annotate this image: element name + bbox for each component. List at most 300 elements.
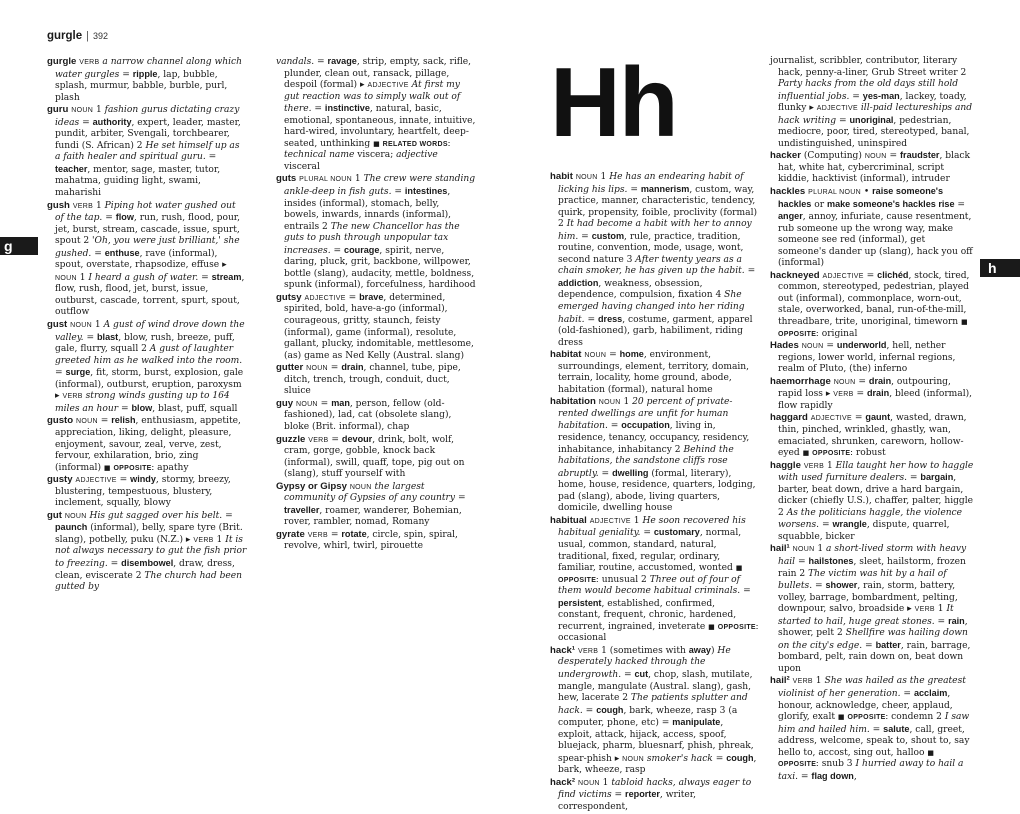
dictionary-entry: [550, 645, 760, 777]
entry-ex: a narrow channel along which water gurgles: [55, 57, 242, 80]
entry-t: =: [621, 669, 635, 680]
entry-pos: VERB: [914, 606, 935, 614]
entry-t: =: [819, 520, 833, 531]
entry-headword: habit: [550, 171, 573, 182]
entry-headword: gusto: [47, 415, 74, 427]
entry-syn: salute: [883, 723, 910, 734]
dictionary-entry: [47, 319, 247, 415]
entry-t: 1: [352, 174, 364, 185]
entry-headword: hack¹: [550, 644, 576, 656]
entry-t: =: [849, 91, 863, 102]
entry-t: snub 3: [818, 759, 856, 770]
entry-syn: blast: [96, 331, 119, 342]
entry-syn: enthuse: [104, 247, 140, 258]
entry-ex: adjective: [396, 150, 438, 161]
dictionary-entry: [47, 510, 247, 594]
entry-syn: unoriginal: [849, 114, 894, 125]
entry-t: =: [345, 292, 360, 303]
entry-t: =: [584, 314, 598, 325]
entry-ex: a short-lived storm with heavy hail: [778, 544, 967, 567]
entry-t: , person, fellow (old-fashioned), lad, cat (obsolete slang), bloke (Brit. informal), chap: [284, 398, 452, 432]
entry-syn: wrangle: [832, 519, 867, 530]
dictionary-entry: [47, 56, 247, 104]
entry-pos: NOUN: [622, 755, 644, 763]
dictionary-entry: [47, 415, 247, 474]
entry-lab: OPPOSITE:: [778, 761, 819, 769]
entry-pos: VERB: [307, 531, 328, 539]
entry-t: 1: [93, 105, 105, 116]
entry-pos: NOUN: [792, 546, 815, 554]
entry-t: , expert, leader, master, pundit, arbiter, Svengali, torchbearer, fundi (S. African) 2: [55, 117, 241, 151]
dictionary-entry: [770, 460, 975, 544]
entry-syn: fraudster: [900, 150, 940, 161]
entry-t: , roamer, wanderer, Bohemian, rover, rambler, nomad, Romany: [284, 505, 462, 528]
entry-pos: NOUN: [833, 378, 856, 386]
entry-pos: ADJECTIVE: [816, 105, 858, 113]
entry-sq: ■: [708, 622, 715, 631]
entry-pos: VERB: [79, 59, 100, 66]
entry-pos: VERB: [833, 391, 854, 399]
entry-ex: I hurried away to hail a taxi.: [778, 759, 964, 782]
thumb-tab-g[interactable]: g: [0, 237, 38, 255]
entry-ex: fashion gurus dictating crazy ideas: [55, 105, 240, 128]
entry-t: 1: [599, 777, 612, 788]
entry-syn: customary: [653, 527, 700, 538]
entry-pos: NOUN: [76, 418, 98, 426]
entry-t: , sleet, hailstorm, frozen rain 2: [778, 556, 966, 579]
entry-t: , custom, way, practice, manner, characteristic, tendency, quirk, propensity, foible, proclivity (formal) 2: [558, 184, 758, 230]
entry-t: , blast, puff, squall: [152, 403, 238, 414]
entry-t: =: [83, 332, 97, 343]
entry-t: =: [627, 184, 641, 195]
entry-t: , lap, bubble, splash, murmur, babble, burble, purl, plash: [55, 69, 228, 103]
entry-syn: yes-man: [862, 90, 900, 101]
dictionary-entry: [770, 675, 975, 783]
entry-ex: Ella taught her how to haggle with used furniture dealers.: [778, 460, 974, 484]
entry-t: 1: [814, 544, 827, 555]
entry-t: visceral: [284, 161, 320, 172]
entry-ex: His gut sagged over his belt.: [86, 510, 223, 521]
entry-t: 1 (sometimes with: [598, 645, 689, 656]
entry-t: =: [328, 434, 342, 445]
entry-pos: NOUN: [295, 400, 318, 408]
entry-t: =: [862, 640, 876, 651]
entry-syn: home: [619, 349, 644, 360]
entry-t: =: [954, 199, 966, 210]
entry-headword: guts: [276, 173, 297, 185]
dictionary-entry: [276, 434, 476, 481]
entry-t: , flow, rush, flood, jet, burst, issue, outburst, cascade, torrent, spurt, spout, outflow: [55, 272, 245, 318]
dictionary-entry: [770, 150, 975, 186]
entry-t: =: [455, 493, 466, 504]
entry-pos: NOUN: [349, 483, 372, 491]
dictionary-entry: [276, 292, 476, 362]
entry-t: viscera;: [354, 150, 397, 161]
entry-lab: OPPOSITE:: [113, 464, 155, 472]
entry-headword: habitual: [550, 514, 587, 526]
entry-t: , blow, rush, breeze, puff, gale, flurry, squall 2: [55, 332, 235, 355]
entry-headword: gush: [47, 199, 70, 211]
entry-t: , spirit, nerve, daring, pluck, grit, backbone, willpower, bottle (slang), audacity, mettle, boldness, spunk (informal), forcefulness, hardihood: [284, 245, 476, 291]
dictionary-entry: [550, 777, 760, 814]
entry-ex: She was hailed as the greatest violinist of her generation.: [778, 676, 966, 699]
dictionary-entry: [276, 398, 476, 434]
entry-t: =: [607, 421, 622, 432]
entry-headword: hack²: [550, 776, 576, 788]
entry-headword: hackles: [770, 186, 806, 198]
entry-syn: manipulate: [672, 717, 721, 728]
entry-t: =: [934, 616, 949, 627]
entry-pos: NOUN: [64, 512, 87, 520]
entry-t: , rain, storm, battery, volley, barrage, bombardment, pelting, downpour, salvo, broadside ▸: [778, 581, 958, 615]
entry-t: =: [119, 69, 133, 80]
entry-ex: He desperately hacked through the undergrowth.: [558, 645, 731, 680]
entry-t: , weakness, obsession, dependence, compulsion, fixation 4: [558, 278, 725, 301]
entry-syn: blow: [131, 402, 153, 413]
entry-syn: disembowel: [121, 557, 174, 568]
entry-t: , shower, pelt 2: [778, 616, 968, 639]
entry-t: , mentor, sage, master, tutor, mahatma, guiding light, swami, maharishi: [55, 164, 221, 199]
entry-t: apathy: [154, 462, 189, 473]
entry-t: 1: [76, 272, 89, 283]
entry-t: , annoy, infuriate, cause resentment, rub someone up the wrong way, make someone see red (informal), get someone's dander up (slang), hack you off (informal): [778, 212, 973, 269]
entry-t: =: [91, 248, 105, 259]
entry-ex: The crew were standing ankle-deep in fish guts.: [284, 174, 476, 198]
entry-t: , bark, wheeze, rasp 3 (a computer, phone, etc) =: [558, 705, 738, 729]
entry-ex: A gust of wind drove down the valley.: [55, 320, 245, 343]
entry-pos: NOUN: [598, 399, 621, 407]
entry-t: =: [869, 724, 884, 735]
entry-t: =: [740, 586, 751, 597]
entry-t: 1: [597, 172, 610, 182]
entry-sq: ■: [927, 748, 934, 757]
entry-t: , barter, beat down, drive a hard bargain, dicker (chiefly U.S.), chaffer, palter, higgle 2: [778, 473, 974, 518]
entry-syn: underworld: [836, 340, 887, 351]
entry-syn: cough: [726, 752, 754, 763]
entry-pos: NOUN: [71, 107, 94, 115]
entry-t: =: [863, 270, 878, 281]
entry-syn: dwelling: [612, 467, 649, 478]
entry-headword: haemorrhage: [770, 375, 831, 387]
entry-syn: custom: [591, 230, 625, 241]
entry-t: =: [222, 510, 233, 521]
entry-t: , stormy, breezy, blustering, tempestuous, blustery, inclement, squally, blowy: [55, 475, 231, 509]
entry-ex: The church had been gutted by: [55, 570, 243, 593]
entry-ex: He set himself up as a faith healer and spiritual guru.: [55, 140, 240, 163]
entry-t: , outpouring, rapid loss ▸: [778, 376, 951, 400]
entry-syn: make someone's hackles rise: [826, 198, 955, 209]
dictionary-entry: [276, 56, 476, 173]
dictionary-entry: [770, 56, 975, 150]
dictionary-entry: [276, 362, 476, 398]
entry-t: =: [795, 556, 809, 567]
entry-ex: Shellfire was hailing down on the city's edge.: [778, 628, 968, 651]
entry-t: =: [851, 413, 866, 424]
entry-ex: the largest community of Gypsies of any country: [284, 481, 456, 504]
entry-t: =: [606, 350, 620, 361]
entry-syn: reporter: [625, 789, 660, 800]
entry-t: =: [55, 368, 66, 379]
entry-ex: The new Chancellor has the guts to push through unpopular tax increases.: [284, 221, 460, 256]
entry-t: , insides (informal), stomach, belly, bowels, inwards, innards (informal), entrails 2: [284, 187, 452, 232]
entry-ex: The victim was hit by a hail of bullets.: [778, 568, 947, 592]
entry-sq: ■: [961, 318, 968, 327]
entry-t: , exploit, attack, hijack, access, spoof, bluejack, pharm, bluesnarf, phish, phreak, spear-phish ▸: [558, 718, 754, 764]
entry-pos: NOUN: [577, 779, 600, 787]
entry-headword: gutsy: [276, 291, 302, 303]
entry-headword: gust: [47, 319, 68, 331]
entry-t: 1: [630, 515, 643, 526]
entry-t: , costume, garment, apparel (old-fashioned), garb, habiliment, riding dress: [558, 314, 753, 348]
entry-syn: drain: [341, 362, 364, 373]
entry-pos: NOUN: [584, 352, 607, 360]
dictionary-entry: [770, 270, 975, 340]
entry-t: =: [598, 468, 613, 479]
entry-t: ): [710, 645, 718, 656]
entry-t: , pedestrian, mediocre, poor, tired, stereotyped, banal, undistinguished, uninspired: [778, 115, 970, 149]
entry-syn: devour: [341, 433, 373, 444]
entry-syn: drain: [868, 375, 892, 386]
entry-t: =: [640, 528, 654, 539]
entry-t: , stock, tired, common, stereotyped, pedestrian, played out (informal), commonplace, worn-out, stale, overworked, banal, run-of-the-mill, threadbare, trite, unoriginal, timeworn: [778, 270, 970, 328]
entry-syn: windy: [130, 474, 156, 485]
entry-t: =: [582, 705, 597, 716]
entry-pos: VERB: [62, 393, 83, 401]
entry-syn: persistent: [558, 597, 602, 608]
entry-t: =: [102, 213, 116, 224]
entry-t: , living in, residence, tenancy, occupancy, residency, inhabitance, inhabitancy 2: [558, 421, 750, 455]
entry-syn: flag down: [811, 770, 854, 781]
entry-headword: guzzle: [276, 433, 306, 445]
entry-t: =: [855, 376, 869, 387]
entry-t: 1: [620, 397, 633, 408]
section-letter: Hh: [550, 47, 677, 157]
entry-syn: gaunt: [865, 412, 891, 423]
entry-t: , black hat, white hat, cybercriminal, script kiddie, hacktivist (informal), intruder: [778, 151, 970, 185]
entry-syn: rain: [948, 615, 965, 626]
entry-ex: I saw him and hailed him.: [778, 712, 970, 735]
entry-pos: PLURAL NOUN: [808, 189, 861, 197]
entry-headword: habitat: [550, 349, 582, 361]
entry-pos: NOUN: [801, 343, 824, 351]
entry-lab: RELATED WORDS:: [382, 140, 451, 148]
entry-headword: guy: [276, 397, 294, 409]
entry-sq: ■: [373, 139, 380, 148]
right-column-1: [550, 171, 760, 814]
entry-headword: gut: [47, 509, 62, 521]
entry-t: , rain, barrage, bombard, pelt, rain down on, beat down upon: [778, 640, 971, 674]
entry-t: 1: [213, 534, 226, 545]
entry-lab: OPPOSITE:: [847, 714, 889, 722]
entry-t: =: [107, 558, 122, 569]
entry-t: =: [314, 57, 328, 67]
entry-syn: ripple: [132, 68, 158, 79]
dictionary-entry: [770, 412, 975, 459]
entry-ex: technical name: [284, 150, 355, 161]
entry-ex: The patients splutter and hack.: [558, 693, 748, 716]
entry-t: (informal), belly, spare tyre (Brit. slang), potbelly, puku (N.Z.) ▸: [55, 523, 243, 545]
entry-t: =: [578, 231, 592, 242]
entry-pos: ADJECTIVE: [75, 477, 117, 485]
running-head-word: gurgle: [47, 30, 83, 42]
right-page: [510, 0, 1020, 812]
entry-t: , established, confirmed, constant, frequent, chronic, hardened, recurrent, ingrained, inveterate: [558, 598, 737, 632]
entry-ex: vandals.: [276, 57, 315, 67]
entry-t: , writer, correspondent,: [558, 790, 697, 812]
entry-t: , hell, nether regions, lower world, infernal regions, realm of Pluto, (the) inferno: [778, 341, 956, 375]
entry-t: , honour, acknowledge, cheer, applaud, glorify, exalt: [778, 688, 953, 723]
thumb-tab-h[interactable]: h: [980, 259, 1020, 277]
entry-ex: It is not always necessary to gut the fish prior to freezing.: [55, 534, 247, 569]
entry-t: , fit, storm, burst, explosion, gale (informal), outburst, eruption, paroxysm ▸: [55, 368, 244, 402]
dictionary-entry: [47, 104, 247, 199]
dictionary-entry: [550, 349, 760, 396]
entry-t: =: [330, 245, 345, 256]
entry-pos: ADJECTIVE: [810, 415, 852, 423]
entry-ex: At first my gut reaction was to simply walk out of there.: [284, 80, 461, 115]
entry-syn: ravage: [327, 56, 357, 66]
entry-syn: brave: [359, 291, 384, 302]
entry-t: robust: [852, 448, 886, 459]
entry-t: =: [198, 272, 212, 283]
entry-t: =: [886, 151, 901, 162]
entry-headword: habitation: [550, 396, 596, 408]
entry-pos: VERB: [803, 462, 825, 470]
entry-lab: OPPOSITE:: [812, 450, 853, 458]
entry-t: =: [391, 187, 405, 198]
entry-syn: flow: [115, 212, 134, 223]
entry-t: , drink, bolt, wolf, cram, gorge, gobble, knock back (informal), swill, quaff, tope, pig out on (slang), stuff yourself with: [284, 434, 465, 480]
entry-syn: drain: [866, 388, 890, 399]
entry-syn: away: [688, 644, 711, 655]
entry-pos: VERB: [792, 678, 813, 686]
entry-ex: A gust of laughter greeted him as he walked into the room.: [55, 344, 243, 366]
dictionary-entry: [47, 200, 247, 319]
entry-syn: cut: [634, 668, 649, 679]
entry-syn: courage: [344, 244, 380, 255]
dictionary-entry: [47, 474, 247, 510]
entry-t: =: [327, 363, 342, 374]
entry-t: =: [317, 398, 332, 409]
entry-syn: rotate: [341, 528, 367, 539]
entry-t: , enthusiasm, appetite, appreciation, liking, delight, pleasure, enjoyment, savour, zeal, verve, zest, fervour, exhilaration, brio, zing (informal): [55, 416, 241, 473]
entry-t: =: [327, 529, 342, 540]
entry-t: , normal, usual, common, standard, natural, traditional, fixed, regular, ordinary, familiar, routine, accustomed, wonted: [558, 528, 742, 574]
entry-ex: smoker's hack: [643, 753, 713, 764]
entry-ex: He soon recovered his habitual geniality.: [558, 515, 746, 539]
entry-sq: ■: [802, 449, 810, 458]
entry-t: , bark, wheeze, rasp: [558, 753, 757, 776]
entry-sq: ■: [735, 564, 743, 573]
entry-t: =: [744, 266, 756, 277]
entry-ex: ill-paid lectureships and hack writing: [778, 103, 973, 126]
entry-t: unusual 2: [598, 574, 650, 585]
entry-t: , bleed (informal), flow rapidly: [778, 389, 973, 411]
entry-t: =: [853, 389, 867, 400]
entry-t: , environment, surroundings, element, territory, domain, terrain, locality, home ground, abode, habitation (formal), natural home: [558, 350, 750, 395]
entry-ex: Three out of four of them would become habitual criminals.: [558, 574, 741, 597]
entry-t: =: [97, 416, 112, 427]
dictionary-entry: [276, 529, 476, 553]
entry-syn: instinctive: [324, 103, 370, 114]
entry-ex: She emerged having changed into her riding habit.: [558, 290, 745, 325]
entry-headword: hail¹: [770, 543, 790, 555]
entry-t: ,: [853, 771, 857, 782]
entry-ex: strong winds gusting up to 164 miles an hour: [55, 391, 230, 414]
dictionary-entry: [276, 173, 476, 291]
entry-t: 1: [812, 676, 825, 687]
entry-sq: ■: [837, 713, 845, 722]
entry-pos: ADJECTIVE: [589, 517, 631, 525]
entry-pos: VERB: [193, 536, 214, 544]
entry-pos: VERB: [308, 436, 329, 444]
entry-ex: tabloid hacks, always eager to find victims: [558, 777, 752, 801]
entry-t: =: [712, 753, 727, 764]
entry-ex: 'Oh, you were just brilliant,' she gushed.: [55, 236, 240, 259]
entry-t: =: [205, 152, 217, 163]
entry-t: 1: [934, 604, 947, 615]
entry-syn: batter: [875, 639, 901, 650]
right-column-2: [770, 56, 975, 783]
entry-headword: gyrate: [276, 528, 305, 540]
entry-t: =: [118, 403, 132, 414]
entry-pos: NOUN: [55, 274, 77, 282]
entry-pos: PLURAL NOUN: [299, 176, 353, 184]
entry-ex: After twenty years as a chain smoker, he has given up the habit.: [558, 254, 745, 277]
entry-t: , channel, tube, pipe, ditch, trench, trough, conduit, duct, sluice: [284, 363, 461, 397]
entry-t: , natural, basic, emotional, spontaneous, innate, intuitive, hard-wired, involuntary, heartfelt, deep-seated, unthinking: [284, 104, 476, 149]
entry-syn: raise someone's hackles: [778, 186, 944, 209]
entry-headword: guru: [47, 104, 69, 116]
entry-t: =: [798, 771, 812, 782]
entry-syn: man: [331, 397, 350, 408]
entry-ex: 20 percent of private-rented dwellings are unfit for human habitation.: [558, 397, 733, 432]
entry-pos: NOUN: [864, 153, 887, 161]
entry-syn: anger: [778, 211, 803, 222]
entry-syn: intestines: [404, 186, 448, 197]
running-head: [47, 30, 108, 42]
entry-headword: Gypsy or Gipsy: [276, 480, 347, 492]
entry-ex: Party hacks from the old days still hold influential jobs.: [778, 79, 959, 102]
entry-pos: ADJECTIVE: [367, 82, 409, 90]
entry-syn: clichéd: [877, 269, 909, 280]
dictionary-entry: [770, 376, 975, 413]
entry-t: =: [812, 581, 826, 592]
entry-pos: ADJECTIVE: [304, 294, 346, 302]
entry-t: , lackey, toady, flunky ▸: [778, 91, 967, 114]
entry-headword: Hades: [770, 340, 799, 352]
entry-t: , dispute, quarrel, squabble, bicker: [778, 520, 950, 542]
entry-syn: acclaim: [913, 687, 948, 698]
entry-ex: Behind the habitations, the sandstone cliffs rose abruptly.: [558, 444, 734, 479]
entry-ex: I heard a gush of water.: [88, 272, 199, 283]
dictionary-entry: [770, 340, 975, 376]
entry-t: , rule, practice, tradition, routine, convention, mode, usage, wont, second nature 3: [558, 231, 744, 265]
entry-syn: surge: [65, 367, 91, 378]
entry-pos: VERB: [577, 647, 599, 655]
page-number: 392: [93, 31, 109, 41]
entry-t: condemn 2: [888, 712, 945, 723]
entry-syn: bargain: [920, 472, 954, 483]
entry-t: =: [611, 790, 626, 801]
entry-t: , wasted, drawn, thin, pinched, wrinkled, ghastly, wan, emaciated, shrunken, careworn, hollow-eyed: [778, 413, 967, 459]
entry-t: original: [818, 328, 858, 339]
entry-t: =: [907, 473, 921, 484]
entry-syn: dress: [597, 313, 623, 324]
entry-syn: authority: [92, 116, 132, 127]
entry-headword: gusty: [47, 474, 73, 486]
entry-t: , circle, spin, spiral, revolve, whirl, twirl, pirouette: [284, 529, 458, 552]
